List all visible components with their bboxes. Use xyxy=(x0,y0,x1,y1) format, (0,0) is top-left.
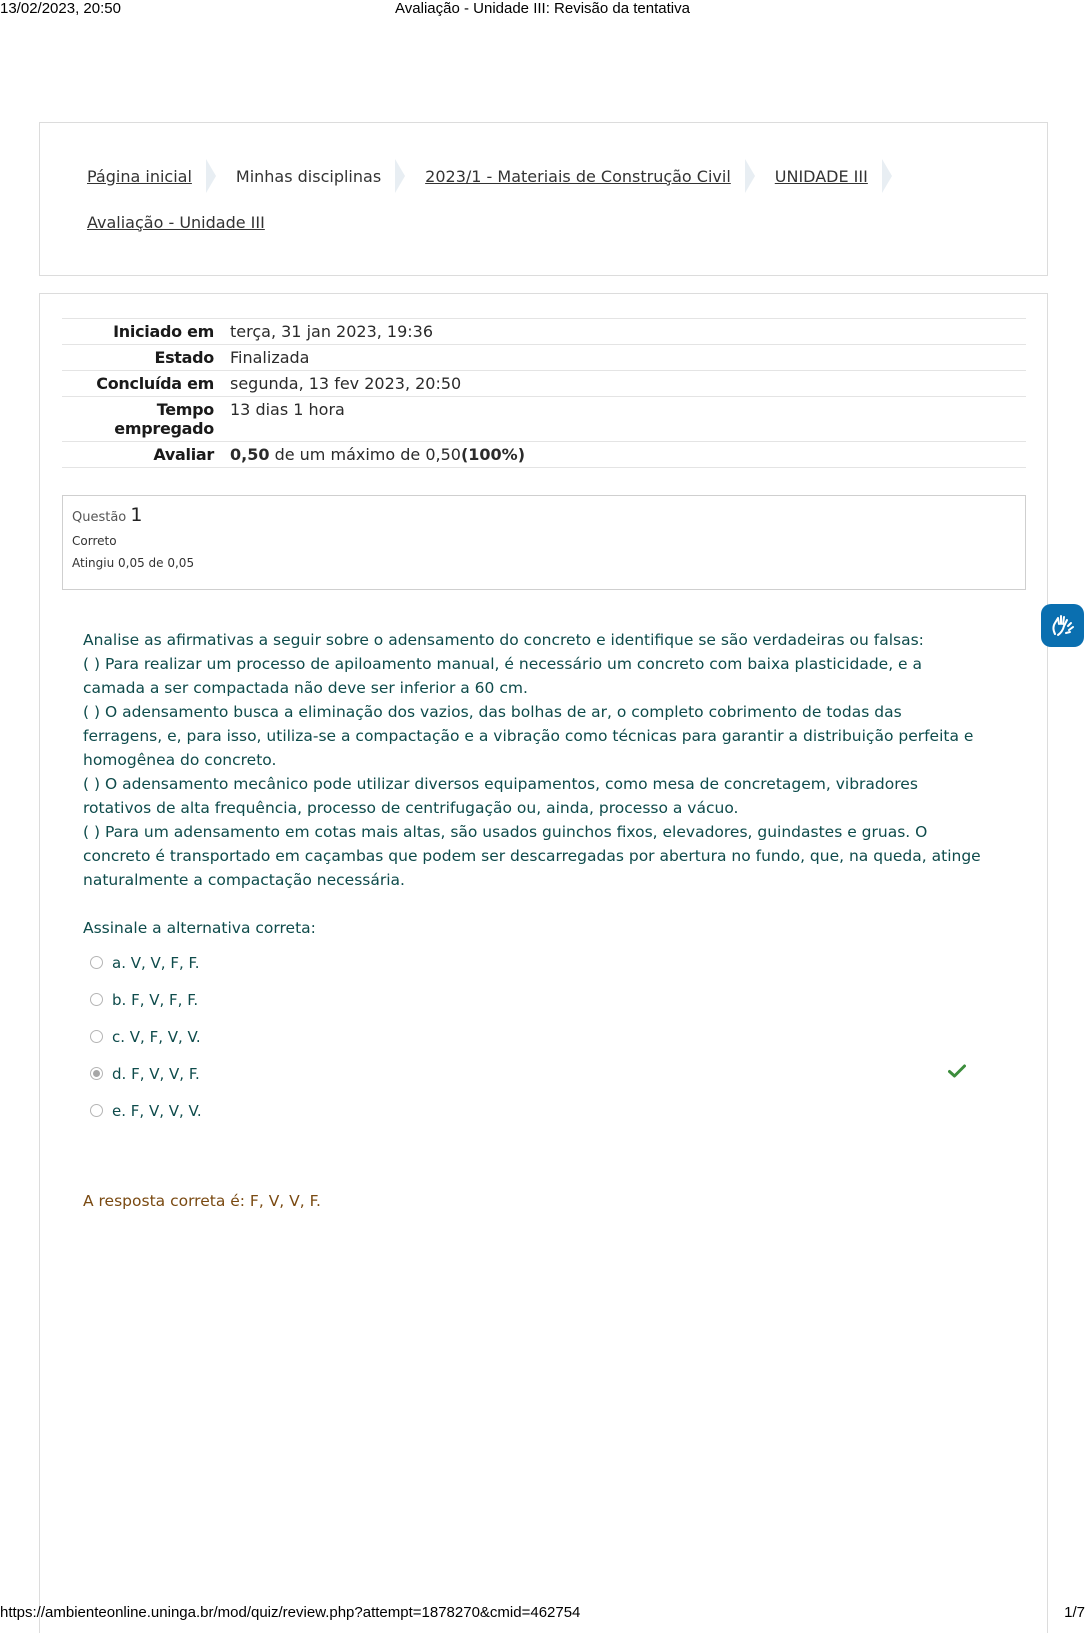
answer-option-d[interactable] xyxy=(90,1055,990,1092)
radio-button[interactable] xyxy=(90,1030,103,1043)
question-statement: ( ) O adensamento mecânico pode utilizar diversos equipamentos, como mesa de concretagem, vibradores rotativos de alta frequência, processo de centrifugação ou, ainda, processo a vácuo. xyxy=(83,775,918,817)
breadcrumb-separator xyxy=(206,159,216,193)
answer-option-c[interactable] xyxy=(90,1018,990,1055)
sign-language-hands-icon xyxy=(1049,612,1076,639)
breadcrumb-link-quiz[interactable]: Avaliação - Unidade III xyxy=(87,212,265,232)
grade-label: Avaliar xyxy=(62,442,222,468)
breadcrumb-item-course[interactable] xyxy=(425,159,775,193)
answer-option-b[interactable] xyxy=(90,981,990,1018)
radio-button[interactable] xyxy=(90,993,103,1006)
state-label: Estado xyxy=(62,345,222,371)
answer-option-a[interactable] xyxy=(90,944,990,981)
radio-button[interactable] xyxy=(90,956,103,969)
print-url: https://ambienteonline.uninga.br/mod/quiz/review.php?attempt=1878270&cmid=462754 xyxy=(0,1604,581,1621)
time-label-line2: empregado xyxy=(114,419,214,438)
answer-text: V, F, V, V. xyxy=(129,1027,201,1046)
completed-label: Concluída em xyxy=(62,371,222,397)
breadcrumb-item-home[interactable] xyxy=(87,159,236,193)
answer-text: F, V, V, F. xyxy=(131,1064,200,1083)
grade-percent: (100%) xyxy=(460,445,526,464)
summary-row-time xyxy=(62,397,1026,442)
question-statement: ( ) O adensamento busca a eliminação dos vazios, das bolhas de ar, o completo cobrimento de todas das ferragens, e, para isso, utiliza-se a compactação e a vibração como técnicas para garantir a distribuição perfeita e homogênea do concreto. xyxy=(83,703,974,769)
breadcrumb-link-home[interactable]: Página inicial xyxy=(87,166,192,186)
print-footer xyxy=(0,1604,1085,1624)
accessibility-button[interactable] xyxy=(1041,604,1084,647)
answer-letter: a. xyxy=(112,953,126,972)
breadcrumb-separator xyxy=(745,159,755,193)
grade-max-text: de um máximo de 0,50 xyxy=(274,445,461,464)
answer-option-e[interactable] xyxy=(90,1092,990,1129)
breadcrumb-separator xyxy=(395,159,405,193)
time-label-line1: Tempo xyxy=(156,400,214,419)
print-page-title: Avaliação - Unidade III: Revisão da tentativa xyxy=(395,0,690,17)
started-label: Iniciado em xyxy=(62,319,222,345)
question-mark: Atingiu 0,05 de 0,05 xyxy=(72,556,195,570)
time-value: 13 dias 1 hora xyxy=(222,397,1026,442)
question-number-value: 1 xyxy=(130,504,143,526)
answer-text: F, V, F, F. xyxy=(131,990,199,1009)
breadcrumb-item-quiz[interactable] xyxy=(87,205,265,239)
radio-button[interactable] xyxy=(90,1104,103,1117)
print-page-number: 1/7 xyxy=(1064,1604,1085,1621)
summary-row-grade xyxy=(62,442,1026,468)
answer-options xyxy=(90,944,990,1129)
answer-text: F, V, V, V. xyxy=(130,1101,202,1120)
breadcrumb-item-my-courses xyxy=(236,159,425,193)
grade-value xyxy=(222,442,1026,468)
quiz-review-card xyxy=(39,293,1048,1633)
question-prompt: Assinale a alternativa correta: xyxy=(83,919,316,937)
summary-row-completed xyxy=(62,371,1026,397)
grade-score: 0,50 xyxy=(230,445,270,464)
question-info-box xyxy=(62,495,1026,590)
print-header xyxy=(0,0,1085,18)
radio-button-selected[interactable] xyxy=(90,1067,103,1080)
answer-letter: c. xyxy=(112,1027,126,1046)
time-label xyxy=(62,397,222,442)
summary-row-started xyxy=(62,319,1026,345)
answer-letter: b. xyxy=(112,990,127,1009)
summary-row-state xyxy=(62,345,1026,371)
correct-answer-feedback: A resposta correta é: F, V, V, F. xyxy=(83,1192,321,1210)
question-intro: Analise as afirmativas a seguir sobre o adensamento do concreto e identifique se são verdadeiras ou falsas: xyxy=(83,631,924,649)
breadcrumb-link-unit[interactable]: UNIDADE III xyxy=(774,166,868,186)
answer-letter: e. xyxy=(112,1101,126,1120)
state-value: Finalizada xyxy=(222,345,1026,371)
check-icon xyxy=(948,1064,966,1078)
attempt-summary-table xyxy=(62,318,1026,468)
breadcrumb-item-unit[interactable] xyxy=(775,159,912,193)
question-statement: ( ) Para realizar um processo de apiloamento manual, é necessário um concreto com baixa plasticidade, e a camada a ser compactada não deve ser inferior a 60 cm. xyxy=(83,655,923,697)
print-datetime: 13/02/2023, 20:50 xyxy=(0,0,121,17)
question-label: Questão xyxy=(72,510,127,525)
breadcrumb-card xyxy=(39,122,1048,276)
completed-value: segunda, 13 fev 2023, 20:50 xyxy=(222,371,1026,397)
question-statement: ( ) Para um adensamento em cotas mais altas, são usados guinchos fixos, elevadores, guindastes e gruas. O concreto é transportado em caçambas que podem ser descarregadas por abertura no fundo, que, na queda, atinge naturalmente a compactação necessária. xyxy=(83,823,981,889)
question-status: Correto xyxy=(72,534,117,548)
breadcrumb-separator xyxy=(882,159,892,193)
answer-text: V, V, F, F. xyxy=(130,953,200,972)
question-text xyxy=(83,628,983,940)
started-value: terça, 31 jan 2023, 19:36 xyxy=(222,319,1026,345)
breadcrumb xyxy=(87,159,987,239)
question-number xyxy=(72,504,1016,526)
breadcrumb-link-course[interactable]: 2023/1 - Materiais de Construção Civil xyxy=(425,166,731,186)
answer-letter: d. xyxy=(112,1064,127,1083)
breadcrumb-text-my-courses: Minhas disciplinas xyxy=(235,166,382,186)
